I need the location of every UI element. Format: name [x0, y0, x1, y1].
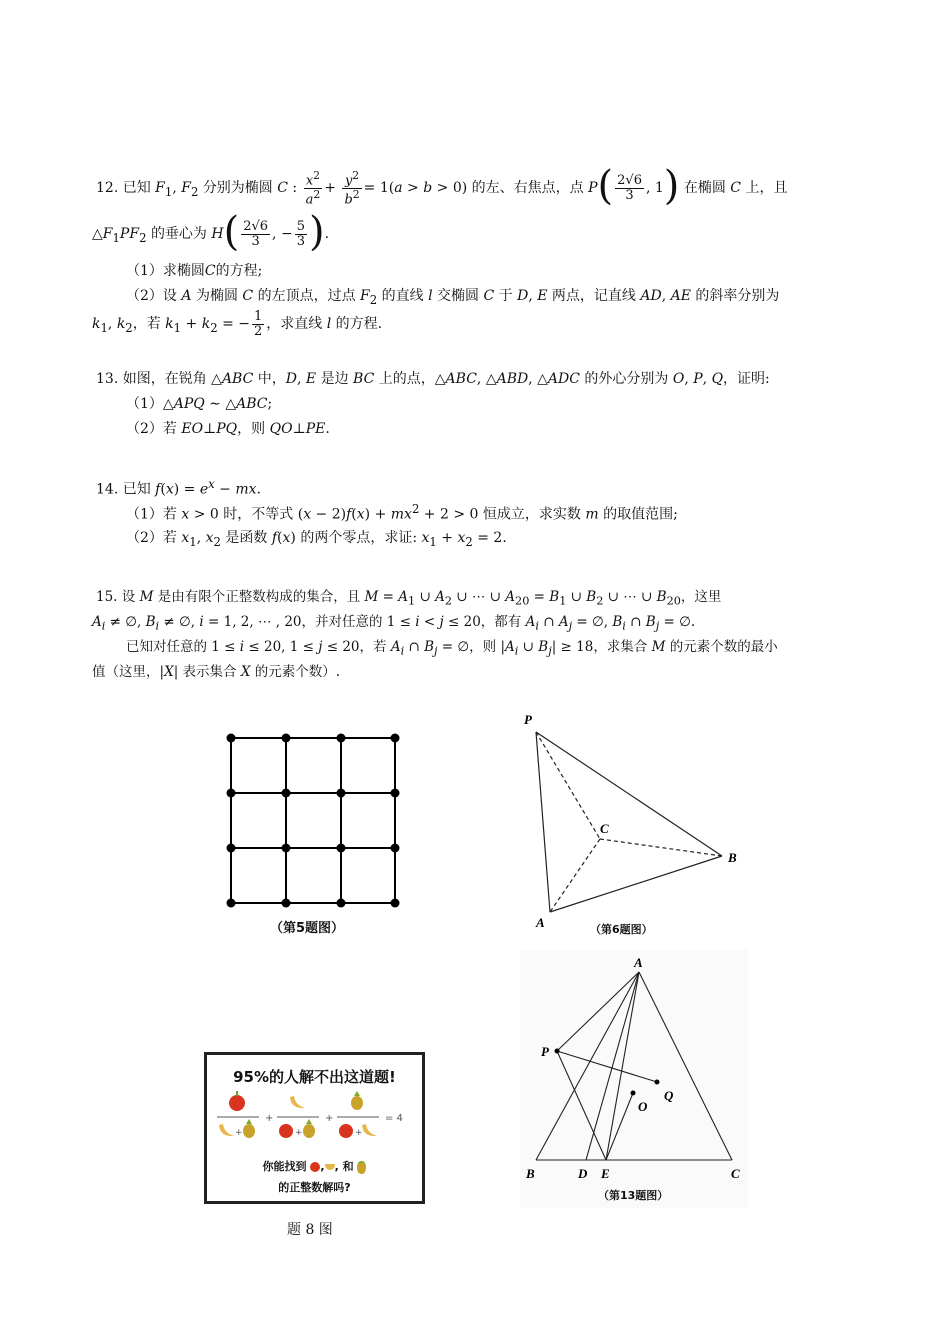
puzzle-question: 你能找到 , , 和: [207, 1158, 422, 1174]
fig6-label-C: C: [600, 821, 609, 836]
pineapple-icon: [357, 1161, 366, 1174]
q15-line2: $A_i$ ≠ ∅, $B_i$ ≠ ∅, i = 1, 2, ⋯ , 20，并对任意的 1 ≤ i < j ≤ 20，都有 $A_i$ ∩ $A_j$ = ∅, $B_i$ ∩ $B_j$ = ∅.: [92, 614, 696, 633]
fig6-caption: （第6题图）: [590, 923, 653, 936]
fig13-label-B: B: [526, 1166, 535, 1181]
fig6-label-A: A: [536, 915, 545, 930]
fig8-caption: 题 8 图: [287, 1222, 333, 1238]
banana-icon: [362, 1124, 377, 1136]
fig13-label-A: A: [634, 955, 643, 970]
q15-number: 15.: [96, 589, 118, 605]
pineapple-icon: [243, 1119, 255, 1138]
fig13-label-P: P: [541, 1044, 549, 1059]
fig13-label-E: E: [601, 1166, 610, 1181]
pineapple-icon: [303, 1119, 315, 1138]
puzzle-question2: 的正整数解吗?: [278, 1181, 351, 1194]
fig6-label-P: P: [524, 712, 532, 727]
svg-text:+: +: [355, 1128, 363, 1138]
fig5-grid: [220, 728, 410, 908]
q12-line2: $\triangle F_1PF_2$ 的垂心为 H( $\frac{2√6}{3}$ , − $\frac{5}{3}$ ).: [92, 209, 330, 255]
fig13-diagram: [520, 950, 748, 1208]
q13-line1: 13. 如图，在锐角 △ABC 中，D, E 是边 BC 上的点，△ABC, △ABD, △ADC 的外心分别为 O, P, Q，证明:: [96, 371, 770, 387]
fig13-label-C: C: [731, 1166, 740, 1181]
banana-icon: [290, 1096, 305, 1108]
svg-text:+: +: [265, 1113, 274, 1124]
apple-icon: [229, 1091, 245, 1111]
q12-part2-cont: $k_1$, $k_2$，若 $k_1 + k_2$ = − $\frac{1}{2}$ ，求直线 l 的方程.: [92, 309, 383, 339]
fig6-label-B: B: [728, 850, 737, 865]
svg-text:+: +: [295, 1128, 303, 1138]
q15-line1: 15. 设 M 是由有限个正整数构成的集合，且 $M = A_1$ ∪ $A_2$ ∪ ⋯ ∪ $A_{20} = B_1$ ∪ $B_2$ ∪ ⋯ ∪ $B_{20}$，这里: [96, 589, 722, 608]
q12-part2: （2）设 A 为椭圆 C 的左顶点，过点 $F_2$ 的直线 l 交椭圆 C 于 D, E 两点，记直线 AD, AE 的斜率分别为: [126, 288, 780, 307]
q12-number: 12.: [96, 180, 119, 196]
q13-part1: （1）△APQ ∼ △ABC;: [126, 396, 273, 412]
puzzle-equals: = 4: [385, 1113, 403, 1124]
apple-icon: [339, 1124, 353, 1138]
banana-icon: [325, 1164, 335, 1170]
q14-number: 14.: [96, 481, 119, 498]
fig6-tetrahedron: [516, 708, 756, 938]
apple-icon: [279, 1124, 293, 1138]
fig8-puzzle-card: [204, 1052, 425, 1204]
q15-line4: 值（这里，|X| 表示集合 X 的元素个数）.: [92, 664, 341, 680]
svg-text:+: +: [235, 1128, 243, 1138]
q14-part1: （1）若 x > 0 时，不等式 $(x - 2)f(x) + mx^2 + 2 > 0$ 恒成立，求实数 m 的取值范围;: [126, 502, 678, 523]
fig13-label-Q: Q: [664, 1088, 674, 1103]
q15-line3: 已知对任意的 1 ≤ i ≤ 20, 1 ≤ j ≤ 20，若 $A_i$ ∩ $B_j$ = ∅，则 $|A_i$ ∪ $B_j| \ge 18$，求集合 M 的元素个数的最小: [126, 639, 778, 658]
apple-icon: [310, 1162, 320, 1172]
fig13-label-O: O: [638, 1099, 648, 1114]
q14-part2: （2）若 $x_1$, $x_2$ 是函数 f(x) 的两个零点，求证: $x_1 + x_2 = 2$.: [126, 530, 507, 549]
fig13-caption: （第13题图）: [598, 1189, 669, 1202]
svg-text:+: +: [325, 1113, 334, 1124]
fig13-label-D: D: [578, 1166, 588, 1181]
puzzle-equation: [213, 1091, 419, 1145]
q13-part2: （2）若 EO⊥PQ，则 QO⊥PE.: [126, 421, 330, 437]
q12-line1: 12. 已知 $F_1$, $F_2$ 分别为椭圆 C : $\frac{x^2}{a^2}$ + $\frac{y^2}{b^2}$ = 1(a > b > 0) 的左、右焦点，点 P( $\frac{2√6}{3}$ , 1) 在椭圆 C 上，且: [96, 163, 788, 209]
q13-number: 13.: [96, 371, 119, 387]
fig5-caption: （第5题图）: [270, 921, 345, 936]
puzzle-title: 95%的人解不出这道题!: [233, 1068, 396, 1086]
q14-line1: 14. 已知 $f(x) = e^x$ − mx.: [96, 477, 261, 498]
pineapple-icon: [351, 1091, 363, 1110]
q12-part1: （1）求椭圆C的方程;: [126, 263, 263, 279]
banana-icon: [219, 1124, 234, 1136]
